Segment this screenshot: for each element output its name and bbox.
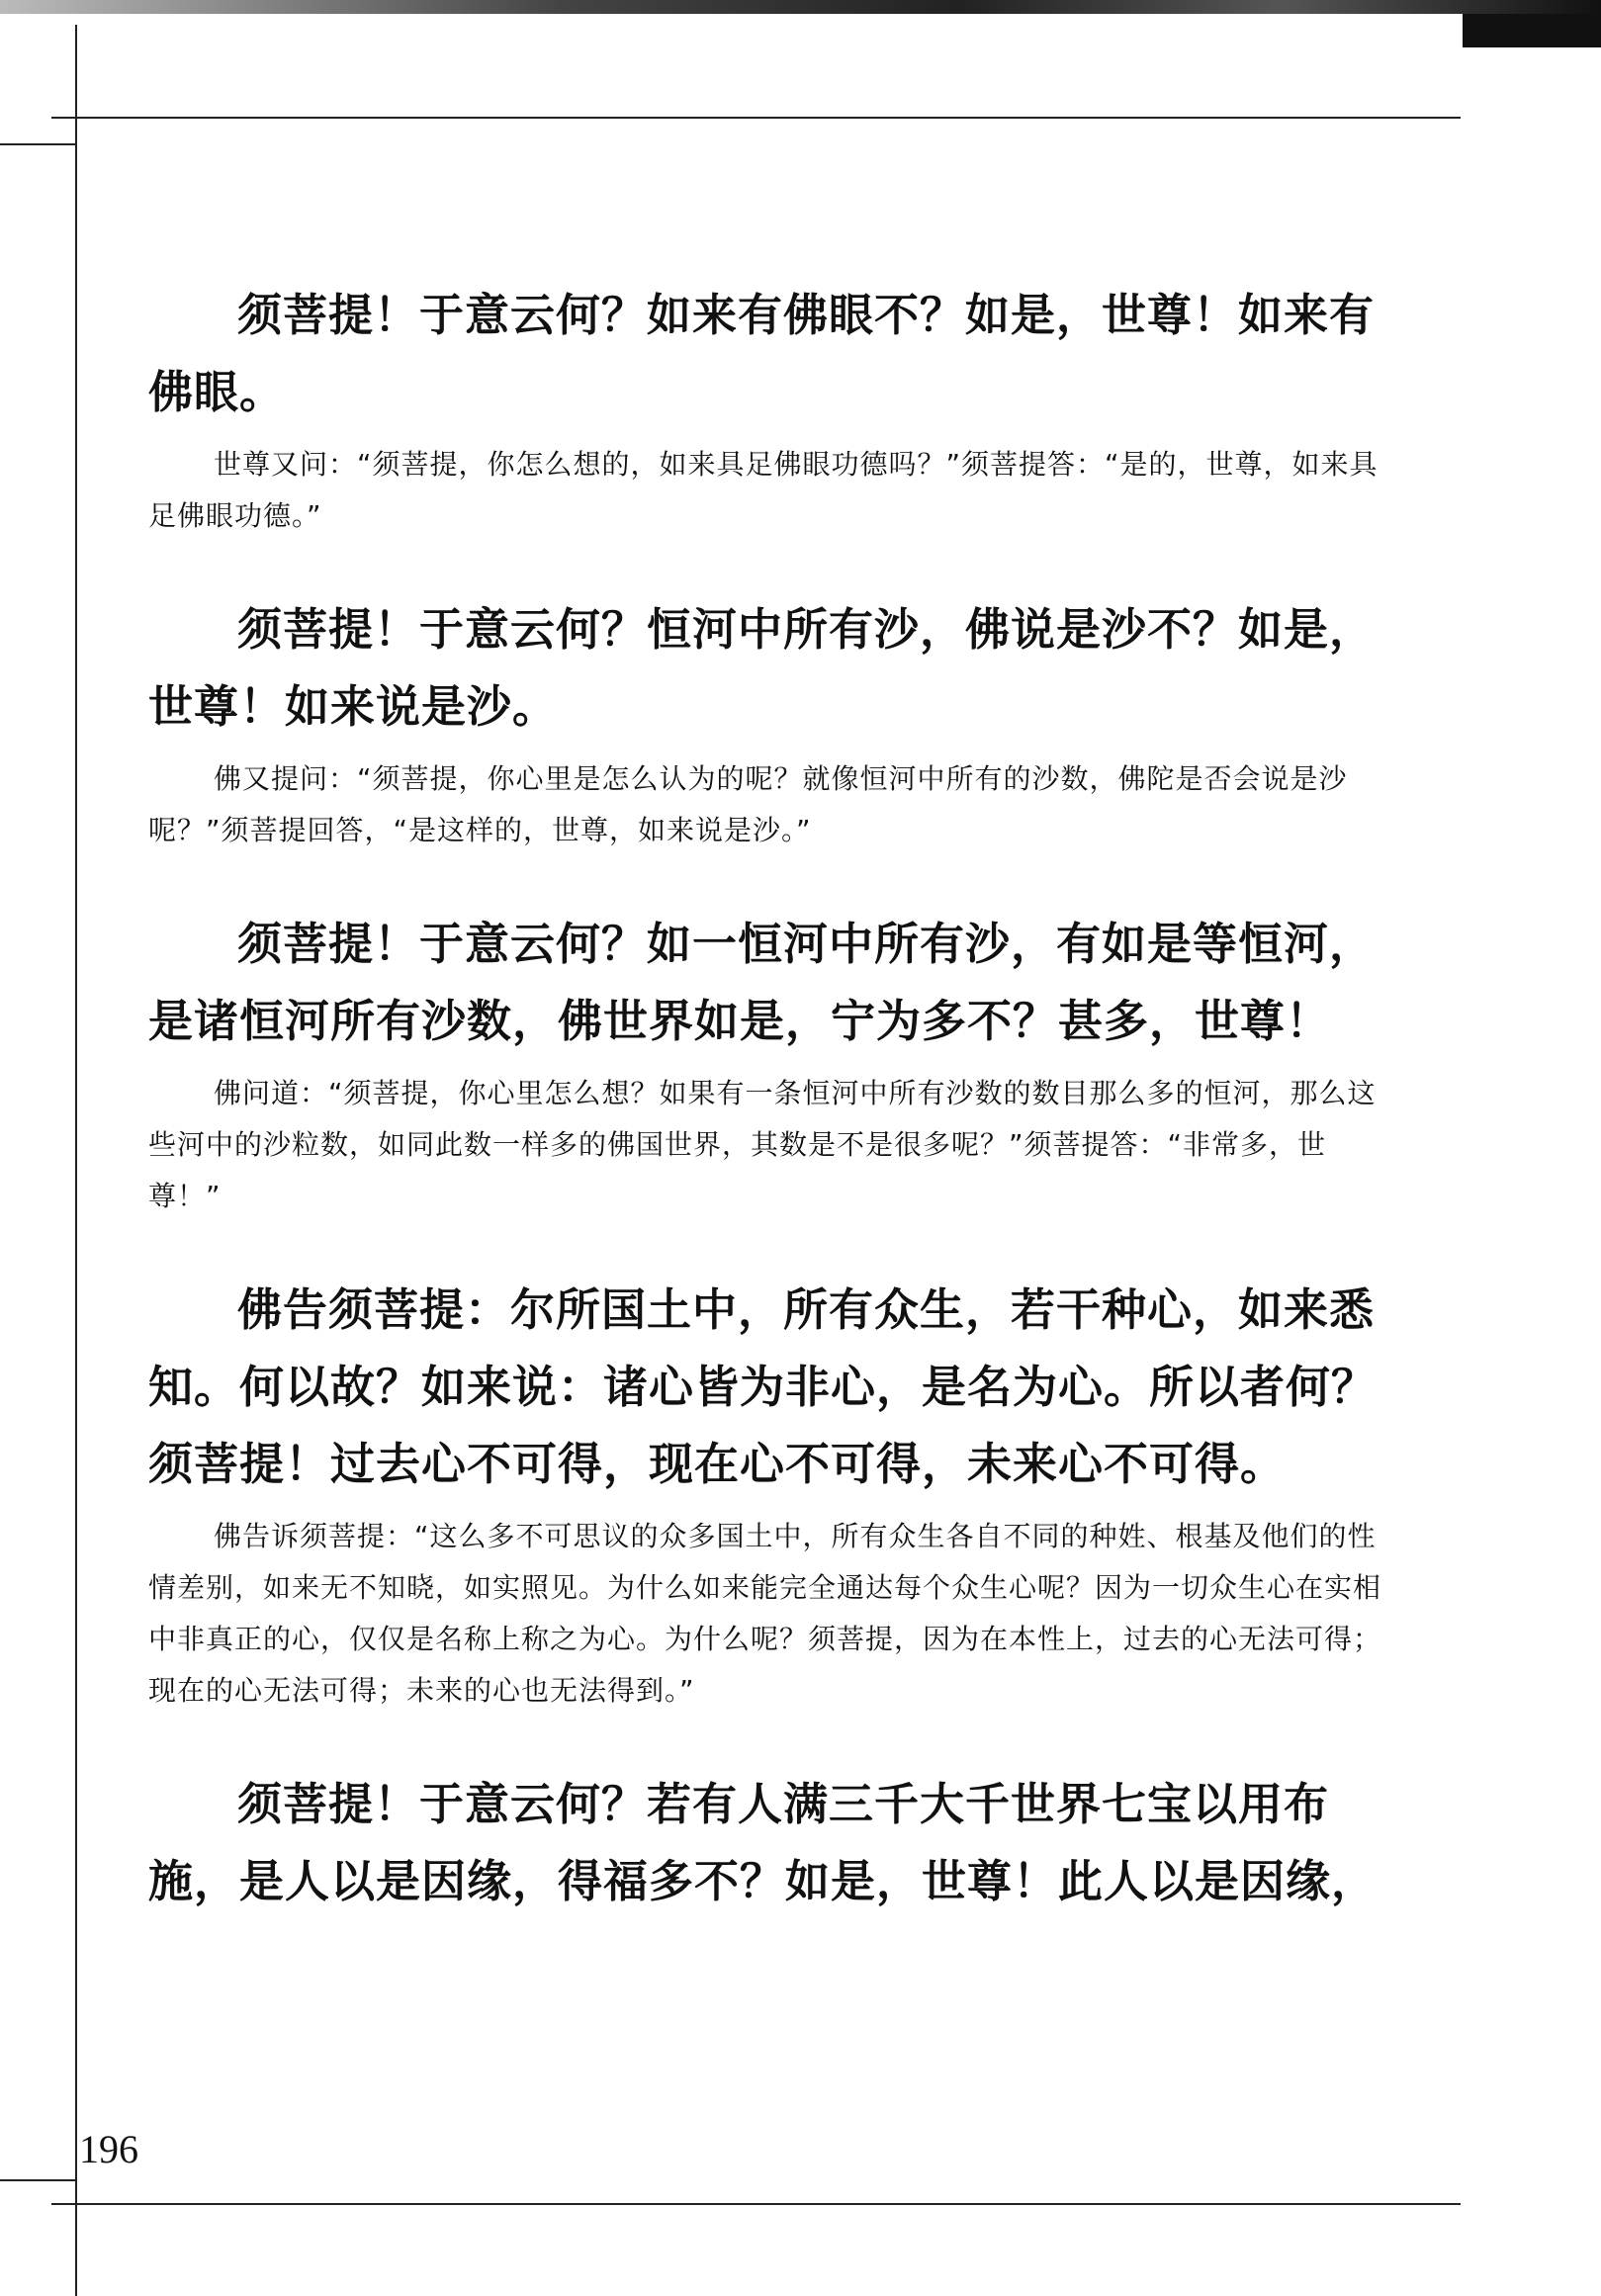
sutra-verse-1: 须菩提！于意云何？如来有佛眼不？如是，世尊！如来有佛眼。 — [148, 289, 1376, 418]
crop-mark-left-vertical — [75, 143, 77, 2296]
translation-4: 佛告诉须菩提：“这么多不可思议的众多国土中，所有众生各自不同的种姓、根基及他们的性情差别，如来无不知晓，如实照见。为什么如来能完全通达每个众生心呢？因为一切众生心在实相中非真正的心，仅仅是名称上称之为心。为什么呢？须菩提，因为在本性上，过去的心无法可得；现在的心无法可得；未来的心也无法得到。” — [148, 1520, 1382, 1707]
scan-top-edge — [0, 0, 1601, 14]
crop-mark-top-left-horizontal — [0, 143, 77, 145]
sutra-verse-2: 须菩提！于意云何？恒河中所有沙，佛说是沙不？如是，世尊！如来说是沙。 — [148, 603, 1376, 733]
sutra-verse-4: 佛告须菩提：尔所国土中，所有众生，若干种心，如来悉知。何以故？如来说：诸心皆为非心，是名为心。所以者何？须菩提！过去心不可得，现在心不可得，未来心不可得。 — [148, 1283, 1378, 1490]
sutra-verse-3: 须菩提！于意云何？如一恒河中所有沙，有如是等恒河，是诸恒河所有沙数，佛世界如是，宁为多不？甚多，世尊！ — [148, 918, 1376, 1047]
translation-2: 佛又提问：“须菩提，你心里是怎么认为的呢？就像恒河中所有的沙数，佛陀是否会说是沙呢？”须菩提回答，“是这样的，世尊，如来说是沙。” — [148, 762, 1348, 846]
top-rule — [51, 117, 1461, 119]
crop-mark-bottom-left-horizontal — [0, 2179, 77, 2181]
bottom-rule — [51, 2203, 1461, 2205]
sutra-verse-5: 须菩提！于意云何？若有人满三千大千世界七宝以用布施，是人以是因缘，得福多不？如是，世尊！此人以是因缘， — [148, 1778, 1378, 1907]
scan-corner-shadow — [1463, 14, 1601, 47]
crop-mark-top-left-vertical — [75, 25, 77, 143]
translation-3: 佛问道：“须菩提，你心里怎么想？如果有一条恒河中所有沙数的数目那么多的恒河，那么这些河中的沙粒数，如同此数一样多的佛国世界，其数是不是很多呢？”须菩提答：“非常多，世尊！” — [148, 1077, 1377, 1212]
page-body — [148, 277, 1394, 1920]
page-number: 196 — [79, 2127, 138, 2171]
translation-1: 世尊又问：“须菩提，你怎么想的，如来具足佛眼功德吗？”须菩提答：“是的，世尊，如来具足佛眼功德。” — [148, 448, 1379, 532]
